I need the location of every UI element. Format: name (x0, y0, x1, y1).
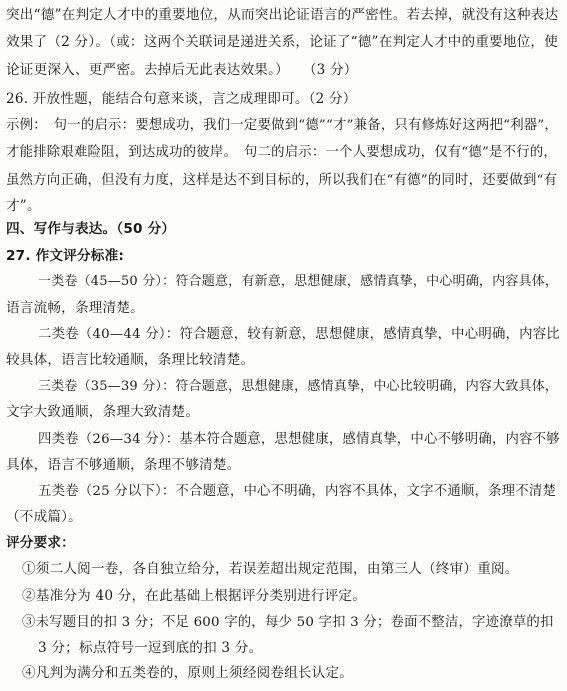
requirement-2: ②基准分为 40 分，在此基础上根据评分类别进行评定。 (22, 588, 366, 604)
q26-example-line-1: 示例： 句一的启示：要想成功，我们一定要做到“德”“才”兼备，只有修炼好这两把“利器”， (6, 118, 559, 133)
class5-line-2: （不成篇）。 (6, 509, 82, 525)
class2-line-1: 二类卷（40—44 分）：符合题意，较有新意，思想健康，感情真挚，中心明确，内容比 (38, 327, 560, 342)
class4-line-1: 四类卷（26—34 分）：基本符合题意，思想健康，感情真挚，中心不够明确，内容不够 (38, 432, 560, 447)
class2-line-2: 较具体，语言比较通顺，条理比较清楚。 (6, 352, 255, 368)
q25-text-line-2: 效果了（2 分）。（或：这两个关联词是递进关系，论证了“德”在判定人才中的重要地位，使 (6, 34, 559, 50)
class5-line-1: 五类卷（25 分以下）：不合题意，中心不明确，内容不具体，文字不通顺，条理不清楚 (38, 484, 557, 499)
q26-title: 26. 开放性题，能结合句意来谈，言之成理即可。（2 分） (6, 91, 357, 107)
q26-example-line-2: 才能排除艰难险阻，到达成功的彼岸。 句二的启示：一个人要想成功，仅有“德”是不行的， (6, 145, 558, 160)
requirement-4: ④凡判为满分和五类卷的，原则上须经阅卷组长认定。 (22, 665, 354, 681)
class3-line-2: 文字大致通顺，条理大致清楚。 (6, 404, 200, 420)
requirement-1: ①须二人阅一卷，各自独立给分，若误差超出规定范围，由第三人（终审）重阅。 (22, 561, 519, 577)
class1-line-2: 语言流畅，条理清楚。 (6, 300, 144, 316)
requirement-3-line-2: 3 分；标点符号一逗到底的扣 3 分。 (38, 640, 263, 656)
class3-line-1: 三类卷（35—39 分）：符合题意，思想健康，感情真挚，中心比较明确，内容大致具体， (38, 379, 559, 394)
q26-example-line-3: 虽然方向正确，但没有力度，这样是达不到目标的，所以我们在“有德”的同时，还要做到“有 (6, 173, 558, 188)
section-4-heading: 四、写作与表达。（50 分） (6, 221, 176, 237)
q27-title: 27. 作文评分标准: (6, 248, 125, 264)
requirements-heading: 评分要求： (6, 535, 75, 551)
class4-line-2: 具体，语言不够通顺，条理不够清楚。 (6, 457, 241, 473)
requirement-3-line-1: ③未写题目的扣 3 分；不足 600 字的，每少 50 字扣 3 分；卷面不整洁，字迹潦草的扣 (22, 615, 554, 630)
q26-example-line-4: 才”。 (6, 198, 41, 214)
class1-line-1: 一类卷（45—50 分）：符合题意，有新意，思想健康，感情真挚，中心明确，内容具体， (38, 274, 559, 289)
q25-text-line-3: 论证更深入、更严密。去掉后无此表达效果。） （3 分） (6, 62, 358, 78)
q25-text-line-1: 突出“德”在判定人才中的重要地位，从而突出论证语言的严密性。若去掉，就没有这种表达 (6, 7, 559, 23)
